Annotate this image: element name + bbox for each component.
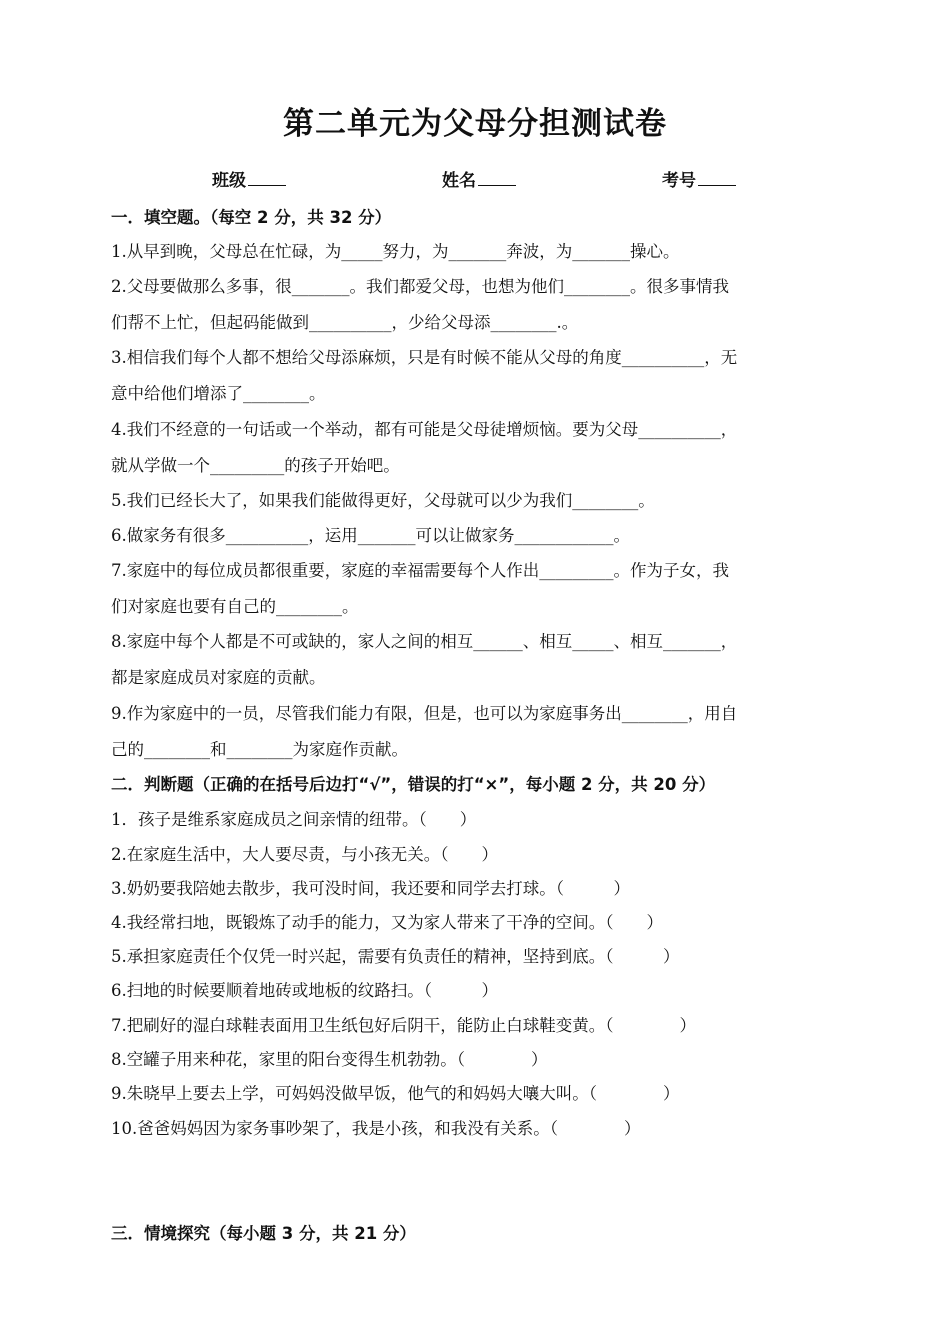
section3-heading: 三．情境探究（每小题 3 分，共 21 分）: [111, 1224, 416, 1243]
number-label: 考号: [662, 171, 696, 191]
judgement-item: 8.空罐子用来种花，家里的阳台变得生机勃勃。（ ）: [111, 1050, 548, 1069]
name-blank: [478, 171, 516, 186]
question-line: 5.我们已经长大了，如果我们能做得更好，父母就可以少为我们________。: [111, 491, 655, 510]
section2-heading: 二．判断题（正确的在括号后边打“√”，错误的打“×”，每小题 2 分，共 20 分）: [111, 775, 716, 794]
number-blank: [698, 171, 736, 186]
page-title: 第二单元为父母分担测试卷: [283, 106, 667, 142]
judgement-item: 1．孩子是维系家庭成员之间亲情的纽带。（ ）: [111, 810, 477, 829]
judgement-item: 10.爸爸妈妈因为家务事吵架了，我是小孩，和我没有关系。（ ）: [111, 1119, 641, 1138]
question-line: 4.我们不经意的一句话或一个举动，都有可能是父母徒增烦恼。要为父母__________，: [111, 420, 738, 439]
class-blank: [248, 171, 286, 186]
judgement-item: 5.承担家庭责任个仅凭一时兴起，需要有负责任的精神，坚持到底。（ ）: [111, 947, 680, 966]
question-line: 6.做家务有很多__________，运用_______可以让做家务____________。: [111, 526, 630, 545]
question-line: 2.父母要做那么多事，很_______。我们都爱父母，也想为他们________。很多事情我: [111, 277, 729, 296]
judgement-item: 6.扫地的时候要顺着地砖或地板的纹路扫。（ ）: [111, 981, 498, 1000]
name-field: [442, 166, 516, 191]
name-label: 姓名: [442, 171, 476, 191]
judgement-item: 4.我经常扫地，既锻炼了动手的能力，又为家人带来了干净的空间。（ ）: [111, 913, 663, 932]
question-line: 们帮不上忙，但起码能做到__________，少给父母添________.。: [111, 313, 579, 332]
question-line: 1.从早到晚，父母总在忙碌，为_____努力，为_______奔波，为_______操心。: [111, 242, 680, 261]
class-field: [212, 166, 286, 191]
judgement-item: 3.奶奶要我陪她去散步，我可没时间，我还要和同学去打球。（ ）: [111, 879, 630, 898]
section1-heading: 一．填空题。（每空 2 分，共 32 分）: [111, 208, 392, 227]
question-line: 8.家庭中每个人都是不可或缺的，家人之间的相互______、相互_____、相互_______，: [111, 632, 738, 651]
question-line: 意中给他们增添了________。: [111, 384, 326, 403]
question-line: 都是家庭成员对家庭的贡献。: [111, 668, 326, 687]
question-line: 就从学做一个_________的孩子开始吧。: [111, 456, 400, 475]
judgement-item: 2.在家庭生活中，大人要尽责，与小孩无关。（ ）: [111, 845, 498, 864]
question-line: 7.家庭中的每位成员都很重要，家庭的幸福需要每个人作出_________。作为子女，我: [111, 561, 729, 580]
judgement-item: 7.把刷好的湿白球鞋表面用卫生纸包好后阴干，能防止白球鞋变黄。（ ）: [111, 1016, 696, 1035]
question-line: 9.作为家庭中的一员，尽管我们能力有限，但是，也可以为家庭事务出________，用自: [111, 704, 738, 723]
class-label: 班级: [212, 171, 246, 191]
question-line: 己的________和________为家庭作贡献。: [111, 740, 408, 759]
question-line: 们对家庭也要有自己的________。: [111, 597, 359, 616]
number-field: [662, 166, 736, 191]
judgement-item: 9.朱晓早上要去上学，可妈妈没做早饭，他气的和妈妈大嚷大叫。（ ）: [111, 1084, 680, 1103]
question-line: 3.相信我们每个人都不想给父母添麻烦，只是有时候不能从父母的角度__________，无: [111, 348, 738, 367]
